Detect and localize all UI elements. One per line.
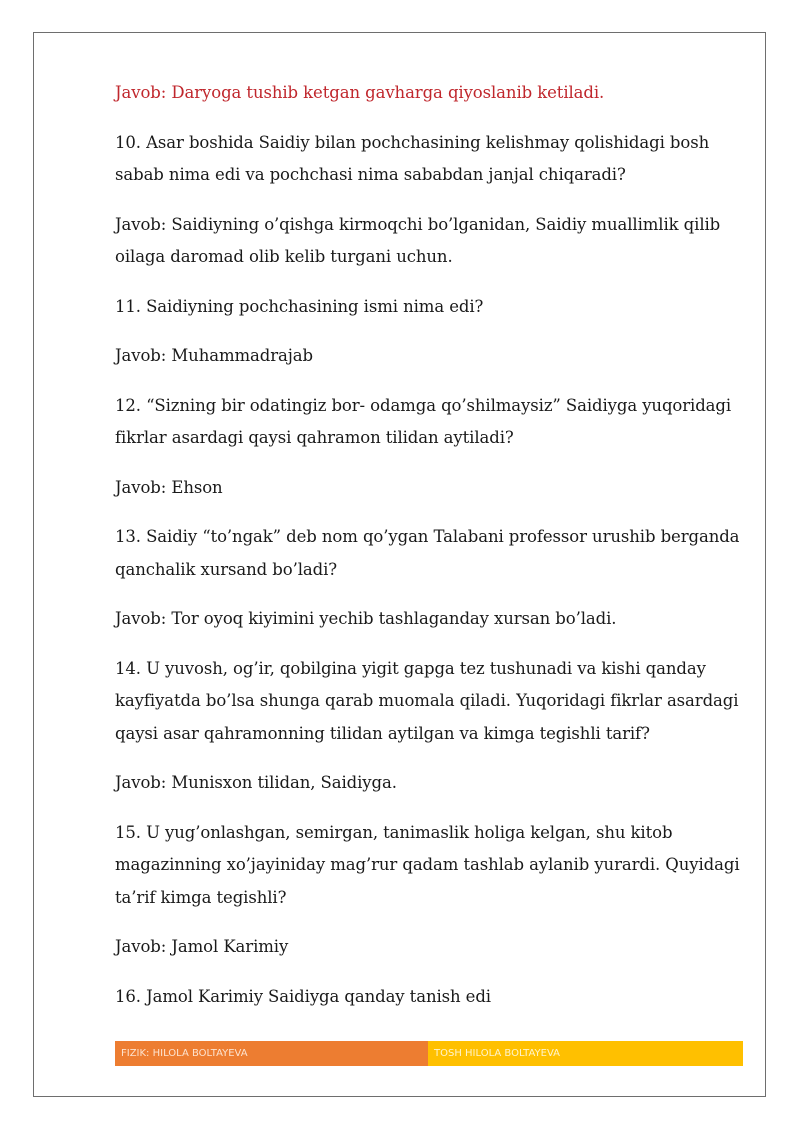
question-paragraph: 12. “Sizning bir odatingiz bor- odamga qo’shilmaysiz” Saidiyga yuqoridagi fikrlar asardagi qaysi qahramon tilidan aytiladi? [115, 395, 732, 447]
answer-paragraph: Javob: Muhammadrajab [115, 346, 313, 365]
answer-paragraph: Javob: Jamol Karimiy [115, 937, 289, 956]
page-content [115, 77, 750, 1030]
question-paragraph: 14. U yuvosh, og’ir, qobilgina yigit gapga tez tushunadi va kishi qanday kayfiyatda bo’lsa shunga qarab muomala qiladi. Yuqoridagi fikrlar asardagi qaysi asar qahramonning tilidan aytilgan va kimga tegishli tarif? [115, 658, 739, 743]
footer-left-band [115, 1041, 428, 1066]
question-paragraph: 11. Saidiyning pochchasining ismi nima edi? [115, 296, 484, 316]
question-paragraph: 16. Jamol Karimiy Saidiyga qanday tanish edi [115, 986, 491, 1006]
page-footer [115, 1041, 743, 1066]
question-paragraph: 15. U yug’onlashgan, semirgan, tanimaslik holiga kelgan, shu kitob magazinning xo’jayiniday mag’rur qadam tashlab aylanib yurardi. Quyidagi ta’rif kimga tegishli? [115, 822, 740, 907]
footer-right-text: TOSH HILOLA BOLTAYEVA [434, 1048, 561, 1059]
answer-paragraph: Javob: Saidiyning o’qishga kirmoqchi bo’lganidan, Saidiy muallimlik qilib oilaga daromad olib kelib turgani uchun. [115, 214, 721, 266]
document-page [33, 32, 766, 1097]
answer-paragraph: Javob: Munisxon tilidan, Saidiyga. [115, 773, 397, 792]
question-paragraph: 13. Saidiy “to’ngak” deb nom qo’ygan Talabani professor urushib berganda qanchalik xursand bo’ladi? [115, 527, 740, 579]
answer-paragraph: Javob: Tor oyoq kiyimini yechib tashlaganday xursan bo’ladi. [115, 609, 617, 628]
footer-right-band [428, 1041, 743, 1066]
footer-left-text: FIZIK: HILOLA BOLTAYEVA [121, 1048, 248, 1059]
answer-paragraph: Javob: Daryoga tushib ketgan gavharga qiyoslanib ketiladi. [115, 83, 605, 102]
answer-paragraph: Javob: Ehson [115, 477, 223, 497]
question-paragraph: 10. Asar boshida Saidiy bilan pochchasining kelishmay qolishidagi bosh sabab nima edi va pochchasi nima sababdan janjal chiqaradi? [115, 132, 710, 184]
